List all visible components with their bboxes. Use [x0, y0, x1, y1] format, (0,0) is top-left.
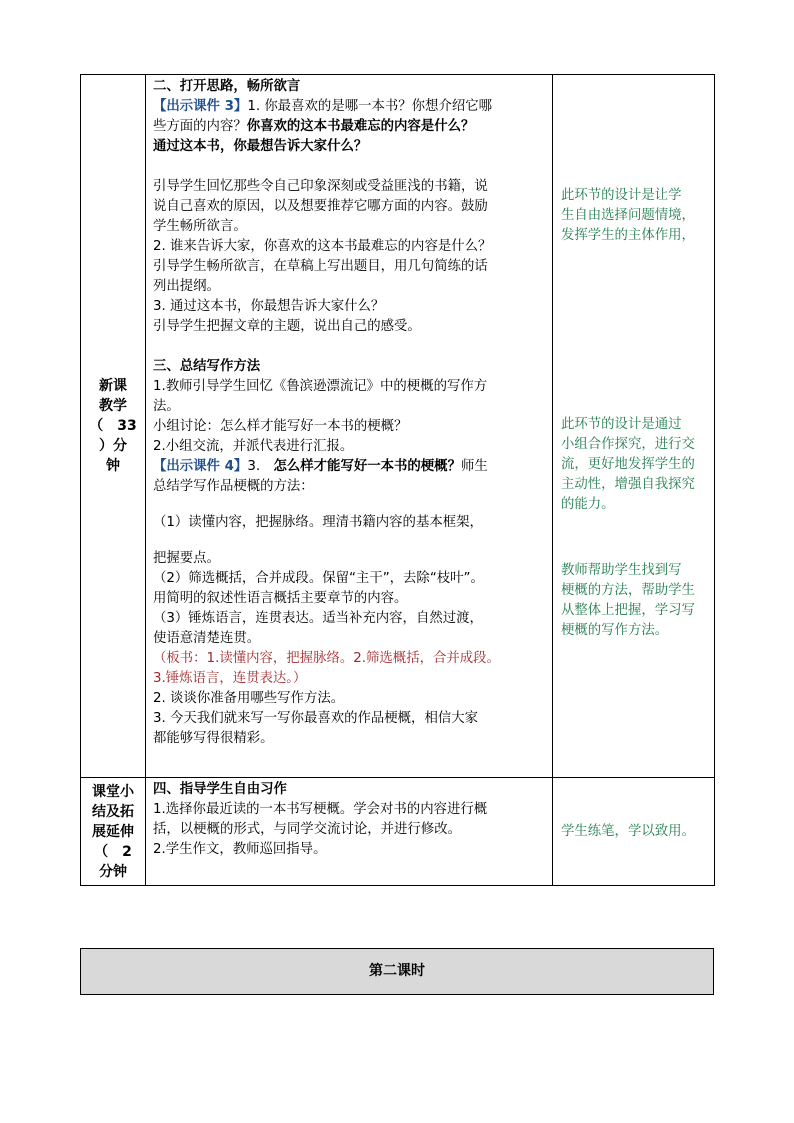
design-note-line: 流，更好地发挥学生的 [561, 457, 695, 472]
design-note-line: 生自由选择问题情境， [561, 208, 695, 223]
text-segment: 些方面的内容？ [153, 119, 247, 134]
text-segment: 1.教师引导学生回忆《鲁滨逊漂流记》中的梗概的写作方 [153, 379, 488, 394]
text-segment: 通过这本书，你最想告诉大家什么？ [153, 139, 368, 154]
text-line [153, 477, 548, 497]
design-note [553, 561, 718, 641]
stage-label-line: （ 2 [94, 843, 132, 860]
text-segment: 2.小组交流，并派代表进行汇报。 [153, 439, 354, 454]
board-note-text: （板书：1.读懂内容，把握脉络。2.筛选概括，合并成段。 [153, 651, 500, 666]
text-segment: 三、总结写作方法 [153, 359, 261, 374]
text-line [153, 177, 548, 197]
text-segment: 3. 今天我们就来写一写你最喜欢的作品梗概，相信大家 [153, 711, 479, 726]
text-segment: 用简明的叙述性语言概括主要章节的内容。 [153, 591, 408, 606]
text-line [153, 437, 548, 457]
text-segment: 3. 通过这本书，你最想告诉大家什么？ [153, 299, 385, 314]
text-line [153, 237, 548, 257]
text-line [153, 800, 548, 820]
lesson-plan-table [80, 74, 715, 886]
text-segment: 引导学生回忆那些令自己印象深刻或受益匪浅的书籍，说 [153, 179, 488, 194]
text-line [153, 277, 548, 297]
text-line [153, 840, 548, 860]
text-segment: 2.学生作文，教师巡回指导。 [153, 842, 327, 857]
board-note-text: 3.锤炼语言，连贯表达。） [153, 671, 307, 686]
text-segment: 3. [247, 459, 274, 474]
stage-label-line: 课堂小 [92, 783, 134, 800]
text-line [153, 609, 548, 629]
text-line [153, 417, 548, 437]
text-segment: 总结学写作品梗概的方法： [153, 479, 314, 494]
stage-label-line: 新课 [99, 378, 127, 394]
text-segment: （1）读懂内容，把握脉络。理清书籍内容的基本框架， [153, 515, 483, 530]
stage-label-line: 结及拓 [92, 803, 134, 820]
text-segment: 四、指导学生自由习作 [153, 782, 287, 797]
text-line [153, 549, 548, 569]
design-note-line: 梗概的方法，帮助学生 [561, 583, 695, 598]
text-segment: 括，以梗概的形式，与同学交流讨论，并进行修改。 [153, 822, 461, 837]
stage-label-line: 分钟 [99, 863, 127, 880]
stage-label-line: ）分 [99, 438, 127, 454]
text-line [153, 709, 548, 729]
text-segment: 师生 [460, 459, 488, 474]
text-segment: 1.选择你最近读的一本书写梗概。学会对书的内容进行概 [153, 802, 488, 817]
text-line [153, 317, 548, 337]
text-line [153, 589, 548, 609]
text-line [153, 77, 548, 97]
text-line [153, 780, 548, 800]
text-segment: （2）筛选概括，合并成段。保留“主干”，去除“枝叶”。 [153, 571, 484, 586]
text-line [153, 117, 548, 137]
text-line [153, 457, 548, 477]
courseware-tag: 【出示课件 3】 [153, 99, 248, 114]
text-line [153, 197, 548, 217]
stage-cell-new-teaching [81, 75, 146, 778]
text-line [153, 397, 548, 417]
text-line [153, 357, 548, 377]
design-note-line: 此环节的设计是让学 [561, 188, 682, 203]
design-note [553, 415, 718, 515]
text-line [153, 629, 548, 649]
note-summary: 学生练笔，学以致用。 [553, 778, 715, 886]
text-segment: 法。 [153, 399, 180, 414]
lesson-row-summary [81, 778, 715, 886]
spacer [153, 533, 548, 549]
text-line [153, 97, 548, 117]
design-note-line: 教师帮助学生找到写 [561, 563, 682, 578]
text-segment: 怎么样才能写好一本书的梗概？ [273, 459, 461, 474]
text-line [153, 297, 548, 317]
text-line [153, 377, 548, 397]
text-segment: 引导学生把握文章的主题，说出自己的感受。 [153, 319, 421, 334]
text-segment: 使语意清楚连贯。 [153, 631, 261, 646]
spacer [153, 157, 548, 177]
content-cell-summary [146, 778, 553, 886]
period-title-bar: 第二课时 [80, 948, 714, 995]
text-line [153, 569, 548, 589]
stage-label-line: 钟 [106, 458, 120, 474]
text-segment: 说自己喜欢的原因，以及想要推荐它哪方面的内容。鼓励 [153, 199, 488, 214]
text-line [153, 669, 548, 689]
text-segment: 列出提纲。 [153, 279, 220, 294]
lesson-row-new-teaching [81, 75, 715, 778]
stage-label-line: （ 33 [89, 418, 137, 434]
text-line [153, 649, 548, 669]
text-segment: 引导学生畅所欲言，在草稿上写出题目，用几句简练的话 [153, 259, 488, 274]
spacer [153, 337, 548, 357]
text-segment: 1. 你最喜欢的是哪一本书？你想介绍它哪 [247, 99, 492, 114]
text-segment: 2. 谈谈你准备用哪些写作方法。 [153, 691, 345, 706]
stage-label-line: 教学 [99, 398, 127, 414]
design-note-line: 发挥学生的主体作用， [561, 228, 695, 243]
text-line [153, 689, 548, 709]
text-segment: 你喜欢的这本书最难忘的内容是什么？ [246, 119, 475, 134]
notes-cell-new-teaching [553, 75, 715, 778]
design-note-line: 从整体上把握，学习写 [561, 603, 695, 618]
text-segment: 小组讨论：怎么样才能写好一本书的梗概？ [153, 419, 408, 434]
stage-label-line: 展延伸 [92, 823, 134, 840]
stage-cell-summary [81, 778, 146, 886]
text-segment: 2. 谁来告诉大家，你喜欢的这本书最难忘的内容是什么？ [153, 239, 492, 254]
design-note-line: 此环节的设计是通过 [561, 417, 682, 432]
text-segment: 把握要点。 [153, 551, 220, 566]
design-note-line: 的能力。 [561, 497, 615, 512]
text-line [153, 257, 548, 277]
design-note-line: 主动性，增强自我探究 [561, 477, 695, 492]
design-note-line: 小组合作探究，进行交 [561, 437, 695, 452]
design-note [553, 186, 718, 246]
text-line [153, 217, 548, 237]
text-segment: 都能够写得很精彩。 [153, 731, 274, 746]
content-cell-new-teaching [146, 75, 553, 778]
text-segment: 二、打开思路，畅所欲言 [153, 79, 301, 94]
text-line [153, 137, 548, 157]
text-line [153, 729, 548, 749]
courseware-tag: 【出示课件 4】 [153, 459, 248, 474]
text-line [153, 513, 548, 533]
text-line [153, 820, 548, 840]
design-note-line: 梗概的写作方法。 [561, 623, 669, 638]
text-segment: （3）锤炼语言，连贯表达。适当补充内容，自然过渡， [153, 611, 483, 626]
text-segment: 学生畅所欲言。 [153, 219, 247, 234]
spacer [153, 497, 548, 513]
